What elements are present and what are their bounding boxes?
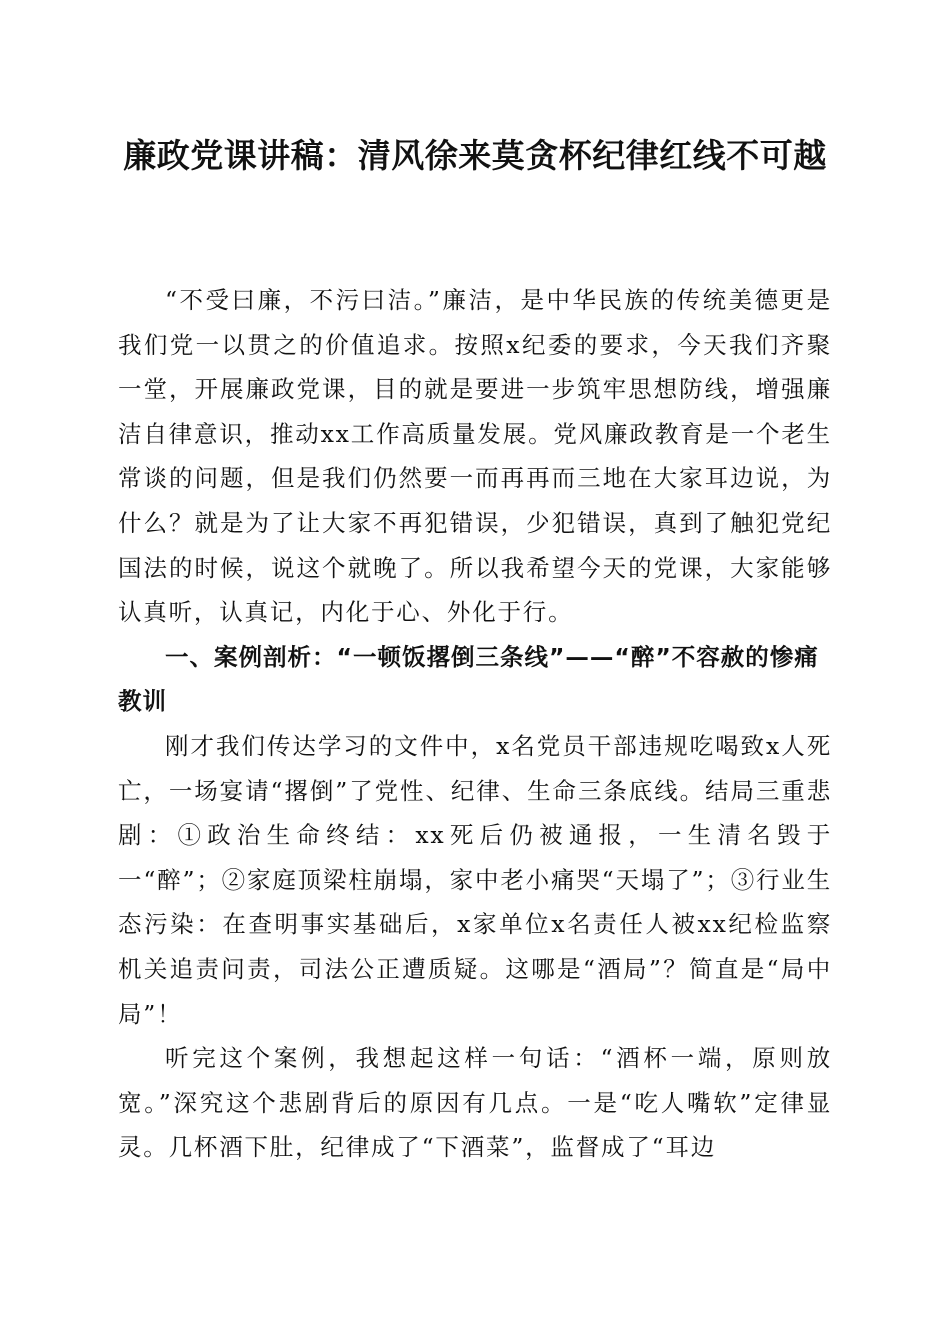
intro-paragraph: “不受曰廉，不污曰洁。”廉洁，是中华民族的传统美德更是我们党一以贯之的价值追求。按照x纪委的要求，今天我们齐聚一堂，开展廉政党课，目的就是要进一步筑牢思想防线，增强廉洁自律意识，推动xx工作高质量发展。党风廉政教育是一个老生常谈的问题，但是我们仍然要一而再再而三地在大家耳边说，为什么？就是为了让大家不再犯错误，少犯错误，真到了触犯党纪国法的时候，说这个就晚了。所以我希望今天的党课，大家能够认真听，认真记，内化于心、外化于行。 [118, 286, 832, 627]
document-title: 廉政党课讲稿：清风徐来莫贪杯纪律红线不可越 [123, 136, 827, 175]
analysis-paragraph: 听完这个案例，我想起这样一句话：“酒杯一端，原则放宽。”深究这个悲剧背后的原因有几点。一是“吃人嘴软”定律显灵。几杯酒下肚，纪律成了“下酒菜”，监督成了“耳边 [118, 1044, 832, 1162]
section-heading-1: 一、案例剖析：“一顿饭撂倒三条线”——“醉”不容赦的惨痛教训 [118, 642, 819, 716]
document-body [118, 278, 832, 1170]
case-paragraph: 刚才我们传达学习的文件中，x名党员干部违规吃喝致x人死亡，一场宴请“撂倒”了党性、纪律、生命三条底线。结局三重悲剧：①政治生命终结：xx死后仍被通报，一生清名毁于一“醉”；②家庭顶梁柱崩塌，家中老小痛哭“天塌了”；③行业生态污染：在查明事实基础后，x家单位x名责任人被xx纪检监察机关追责问责，司法公正遭质疑。这哪是“酒局”？简直是“局中局”！ [118, 731, 832, 1028]
